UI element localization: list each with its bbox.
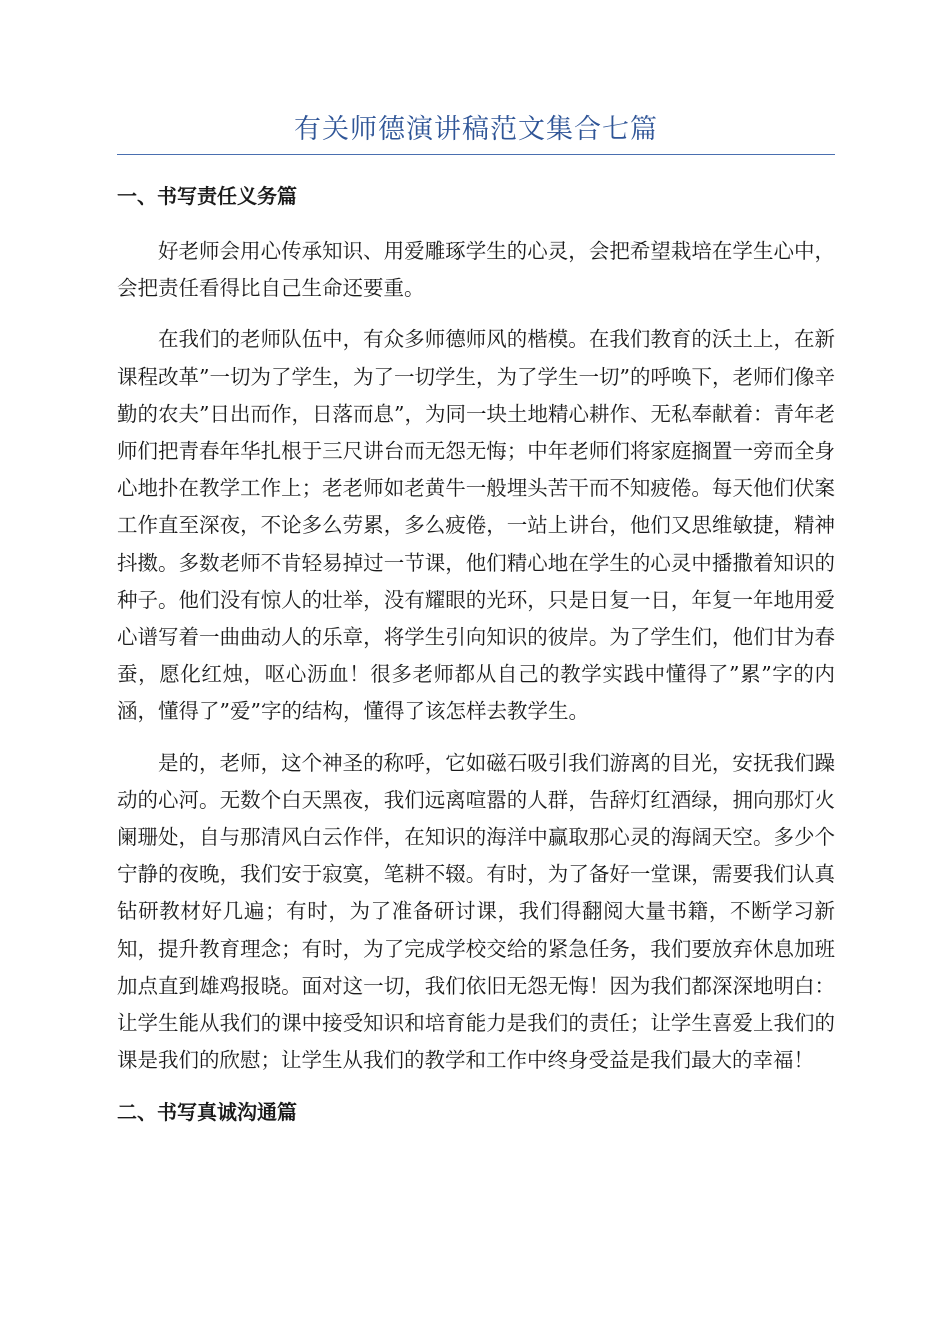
section-heading-1: 一、书写责任义务篇 <box>117 184 297 208</box>
paragraph-3: 是的，老师，这个神圣的称呼，它如磁石吸引我们游离的目光，安抚我们躁动的心河。无数个白天黑夜，我们远离喧嚣的人群，告辞灯红酒绿，拥向那灯火阑珊处，自与那清风白云作伴，在知识的海洋中赢取那心灵的海阔天空。多少个宁静的夜晚，我们安于寂寞，笔耕不辍。有时，为了备好一堂课，需要我们认真钻研教材好几遍；有时，为了准备研讨课，我们得翻阅大量书籍，不断学习新知，提升教育理念；有时，为了完成学校交给的紧急任务，我们要放弃休息加班加点直到雄鸡报晓。面对这一切，我们依旧无怨无悔！因为我们都深深地明白：让学生能从我们的课中接受知识和培育能力是我们的责任；让学生喜爱上我们的课是我们的欣慰；让学生从我们的教学和工作中终身受益是我们最大的幸福！ <box>117 750 835 1073</box>
title-divider <box>117 154 835 155</box>
section-heading-2: 二、书写真诚沟通篇 <box>117 1100 297 1125</box>
paragraph-2: 在我们的老师队伍中，有众多师德师风的楷模。在我们教育的沃土上，在新课程改革”一切为了学生，为了一切学生，为了学生一切”的呼唤下，老师们像辛勤的农夫”日出而作，日落而息”，为同一块土地精心耕作、无私奉献着：青年老师们把青春年华扎根于三尺讲台而无怨无悔；中年老师们将家庭搁置一旁而全身心地扑在教学工作上；老老师如老黄牛一般埋头苦干而不知疲倦。每天他们伏案工作直至深夜，不论多么劳累，多么疲倦，一站上讲台，他们又思维敏捷，精神抖擞。多数老师不肯轻易掉过一节课，他们精心地在学生的心灵中播撒着知识的种子。他们没有惊人的壮举，没有耀眼的光环，只是日复一日，年复一年地用爱心谱写着一曲曲动人的乐章，将学生引向知识的彼岸。为了学生们，他们甘为春蚕，愿化红烛，呕心沥血！很多老师都从自己的教学实践中懂得了”累”字的内涵，懂得了”爱”字的结构，懂得了该怎样去教学生。 <box>117 327 835 724</box>
paragraph-1: 好老师会用心传承知识、用爱雕琢学生的心灵，会把希望栽培在学生心中，会把责任看得比自己生命还要重。 <box>117 239 835 301</box>
document-title: 有关师德演讲稿范文集合七篇 <box>294 114 658 145</box>
document-page <box>117 108 835 1149</box>
